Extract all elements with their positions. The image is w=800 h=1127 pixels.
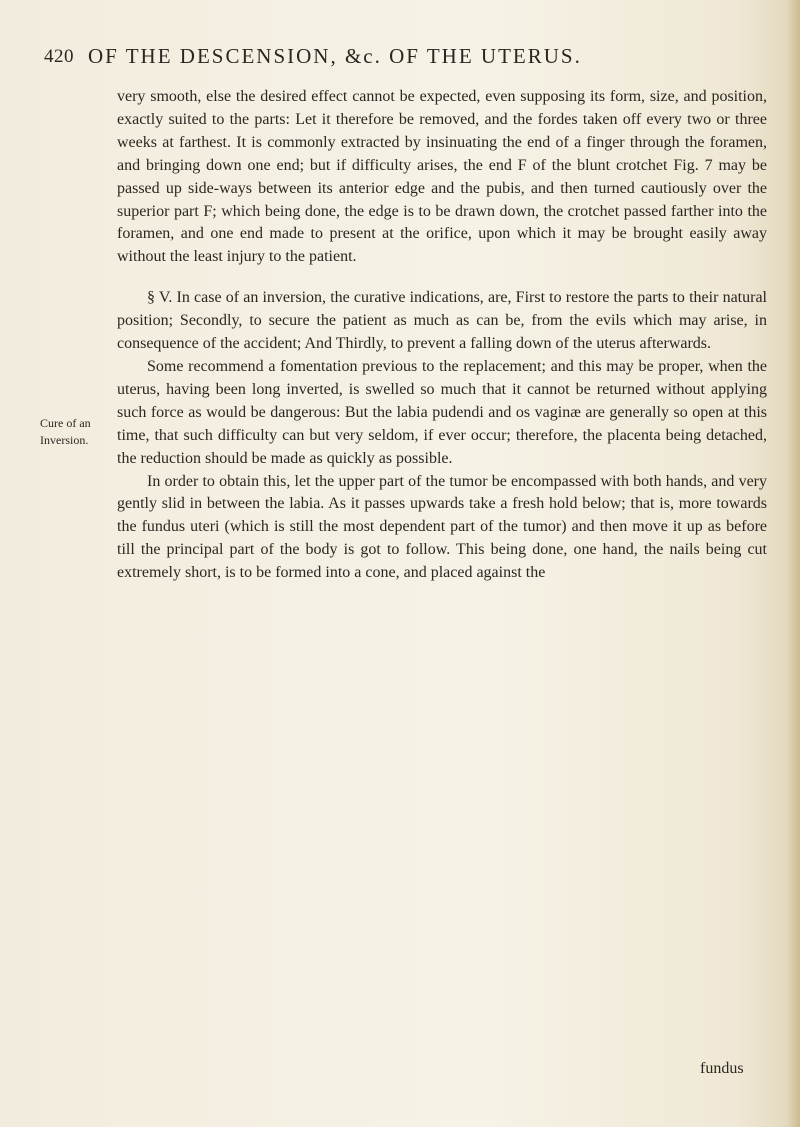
page-number: 420 [44, 46, 74, 67]
paragraph-3: Some recommend a fomentation previous to the replacement; and this may be proper, when the uterus, having been long inverted, is swelled so much that it cannot be returned without applying such force as would be dangerous: But the labia pudendi and os vaginæ are generally so open at this time, that such difficulty can but very seldom, if ever occur; therefore, the placenta being detached, the reduction should be made as quickly as possible. [117, 357, 767, 467]
page-edge-shadow [786, 0, 800, 1127]
margin-note-line-2: Inversion. [40, 433, 89, 447]
catchword: fundus [700, 1060, 744, 1077]
margin-note-line-1: Cure of an [40, 416, 91, 430]
body-text [117, 86, 767, 585]
paragraph-4: In order to obtain this, let the upper part of the tumor be encompassed with both hands, and very gently slid in between the labia. As it passes upwards take a fresh hold below; that is, more towards the fundus uteri (which is still the most dependent part of the tumor) and then move it up as before till the principal part of the body is got to follow. This being done, one hand, the nails being cut extremely short, is to be formed into a cone, and placed against the [117, 472, 767, 582]
page-header [44, 44, 784, 74]
running-title: OF THE DESCENSION, &c. OF THE UTERUS. [88, 44, 582, 68]
paragraph-1: very smooth, else the desired effect cannot be expected, even supposing its form, size, and position, exactly suited to the parts: Let it therefore be removed, and the fordes taken off every two or three weeks at farthest. It is commonly extracted by insinuating the end of a finger through the foramen, and bringing down one end; but if difficulty arises, the end F of the blunt crotchet Fig. 7 may be passed up side-ways between its anterior edge and the pubis, and then turned cautiously over the superior part F; which being done, the edge is to be drawn down, the crotchet passed farther into the foramen, and one end made to present at the orifice, upon which it may be brought easily away without the least injury to the patient. [117, 88, 767, 266]
margin-note [40, 415, 110, 449]
paragraph-2: § V. In case of an inversion, the curative indications, are, First to restore the parts to their natural position; Secondly, to secure the patient as much as can be, from the evils which may arise, in consequence of the accident; And Thirdly, to prevent a falling down of the uterus afterwards. [117, 289, 767, 353]
